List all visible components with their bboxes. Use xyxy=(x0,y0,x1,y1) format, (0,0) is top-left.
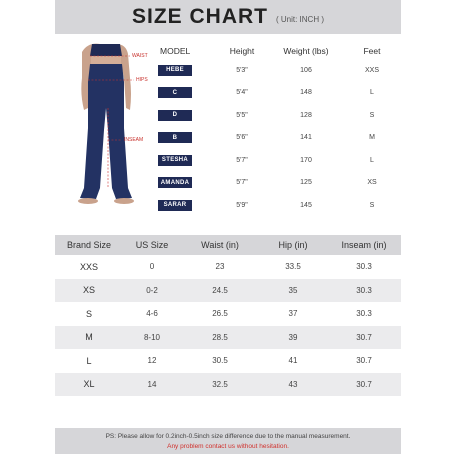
page-title: SIZE CHART xyxy=(132,5,268,28)
model-row xyxy=(156,127,401,150)
hip-value: 35 xyxy=(288,285,298,295)
model-silhouette-image xyxy=(52,38,162,216)
model-row xyxy=(156,194,401,217)
model-weight: 141 xyxy=(300,134,312,142)
unit-note: ( Unit: INCH ) xyxy=(276,15,324,24)
brand-size: L xyxy=(86,355,92,366)
waist-value: 28.5 xyxy=(212,332,228,342)
us-size: 0-2 xyxy=(146,285,158,295)
hip-value: 39 xyxy=(288,332,298,342)
header-hip: Hip (in) xyxy=(278,240,308,250)
model-row xyxy=(156,104,401,127)
model-figure xyxy=(52,38,162,216)
model-weight: 128 xyxy=(300,111,312,119)
header-feet: Feet xyxy=(363,45,381,56)
waist-label: WAIST xyxy=(132,53,148,59)
model-weight: 145 xyxy=(300,201,312,209)
brand-size: XXS xyxy=(79,261,98,272)
model-name-badge: SARAR xyxy=(158,200,192,211)
size-table-header xyxy=(55,235,401,255)
waist-value: 32.5 xyxy=(212,379,228,389)
model-weight: 170 xyxy=(300,156,312,164)
hip-value: 43 xyxy=(288,379,298,389)
inseam-label: INSEAM xyxy=(124,137,144,143)
size-table xyxy=(55,235,401,396)
model-weight: 106 xyxy=(300,66,312,74)
inseam-value: 30.3 xyxy=(356,285,372,295)
model-feet: S xyxy=(369,111,375,119)
model-feet: S xyxy=(369,201,375,209)
model-feet: XXS xyxy=(364,66,379,74)
model-feet: XS xyxy=(367,179,377,187)
model-weight: 148 xyxy=(300,89,312,97)
table-row xyxy=(55,302,401,326)
inseam-value: 30.7 xyxy=(356,356,372,366)
model-name-badge: D xyxy=(158,110,192,121)
us-size: 12 xyxy=(147,356,157,366)
us-size: 0 xyxy=(149,262,155,272)
contact-note: Any problem contact us without hesitation. xyxy=(167,443,289,450)
model-feet: M xyxy=(369,134,375,142)
model-weight: 125 xyxy=(300,179,312,187)
footer-note xyxy=(55,428,401,454)
model-table-header xyxy=(156,42,401,59)
header-us-size: US Size xyxy=(135,240,169,250)
inseam-value: 30.7 xyxy=(356,332,372,342)
hip-value: 41 xyxy=(288,356,298,366)
us-size: 4-6 xyxy=(146,309,158,319)
header-waist: Waist (in) xyxy=(201,240,239,250)
table-row xyxy=(55,349,401,373)
title-bar xyxy=(55,0,401,34)
header-brand-size: Brand Size xyxy=(66,240,112,250)
model-row xyxy=(156,149,401,172)
brand-size: XL xyxy=(83,379,95,390)
model-feet: L xyxy=(370,89,374,97)
measurement-note: PS: Please allow for 0.2inch-0.5inch size difference due to the manual measurement. xyxy=(105,433,351,440)
us-size: 8-10 xyxy=(143,332,160,342)
table-row xyxy=(55,279,401,303)
inseam-value: 30.7 xyxy=(356,379,372,389)
table-row xyxy=(55,373,401,397)
model-row xyxy=(156,172,401,195)
model-name-badge: HEBE xyxy=(158,65,192,76)
hip-value: 37 xyxy=(288,309,298,319)
model-height: 5'6" xyxy=(236,134,248,142)
model-name-badge: AMANDA xyxy=(158,177,192,188)
brand-size: M xyxy=(85,332,93,343)
model-height: 5'7" xyxy=(236,179,248,187)
model-name-badge: B xyxy=(158,132,192,143)
waist-value: 23 xyxy=(215,262,225,272)
inseam-value: 30.3 xyxy=(356,262,372,272)
header-inseam: Inseam (in) xyxy=(341,240,387,250)
model-height: 5'9" xyxy=(236,201,248,209)
header-height: Height xyxy=(229,45,255,56)
table-row xyxy=(55,255,401,279)
inseam-value: 30.3 xyxy=(356,309,372,319)
hips-label: HIPS xyxy=(136,77,148,83)
waist-value: 30.5 xyxy=(212,356,228,366)
model-height: 5'4" xyxy=(236,89,248,97)
model-name-badge: C xyxy=(158,87,192,98)
waist-value: 24.5 xyxy=(212,285,228,295)
model-name-badge: STESHA xyxy=(158,155,192,166)
model-row xyxy=(156,82,401,105)
us-size: 14 xyxy=(147,379,157,389)
model-height: 5'7" xyxy=(236,156,248,164)
waist-value: 26.5 xyxy=(212,309,228,319)
model-feet: L xyxy=(370,156,374,164)
header-model: MODEL xyxy=(160,45,191,56)
model-height: 5'5" xyxy=(236,111,248,119)
model-row xyxy=(156,59,401,82)
model-height: 5'3" xyxy=(236,66,248,74)
model-table xyxy=(156,42,401,217)
brand-size: XS xyxy=(82,285,95,296)
header-weight: Weight (lbs) xyxy=(283,45,329,56)
table-row xyxy=(55,326,401,350)
hip-value: 33.5 xyxy=(285,262,301,272)
brand-size: S xyxy=(85,308,92,319)
